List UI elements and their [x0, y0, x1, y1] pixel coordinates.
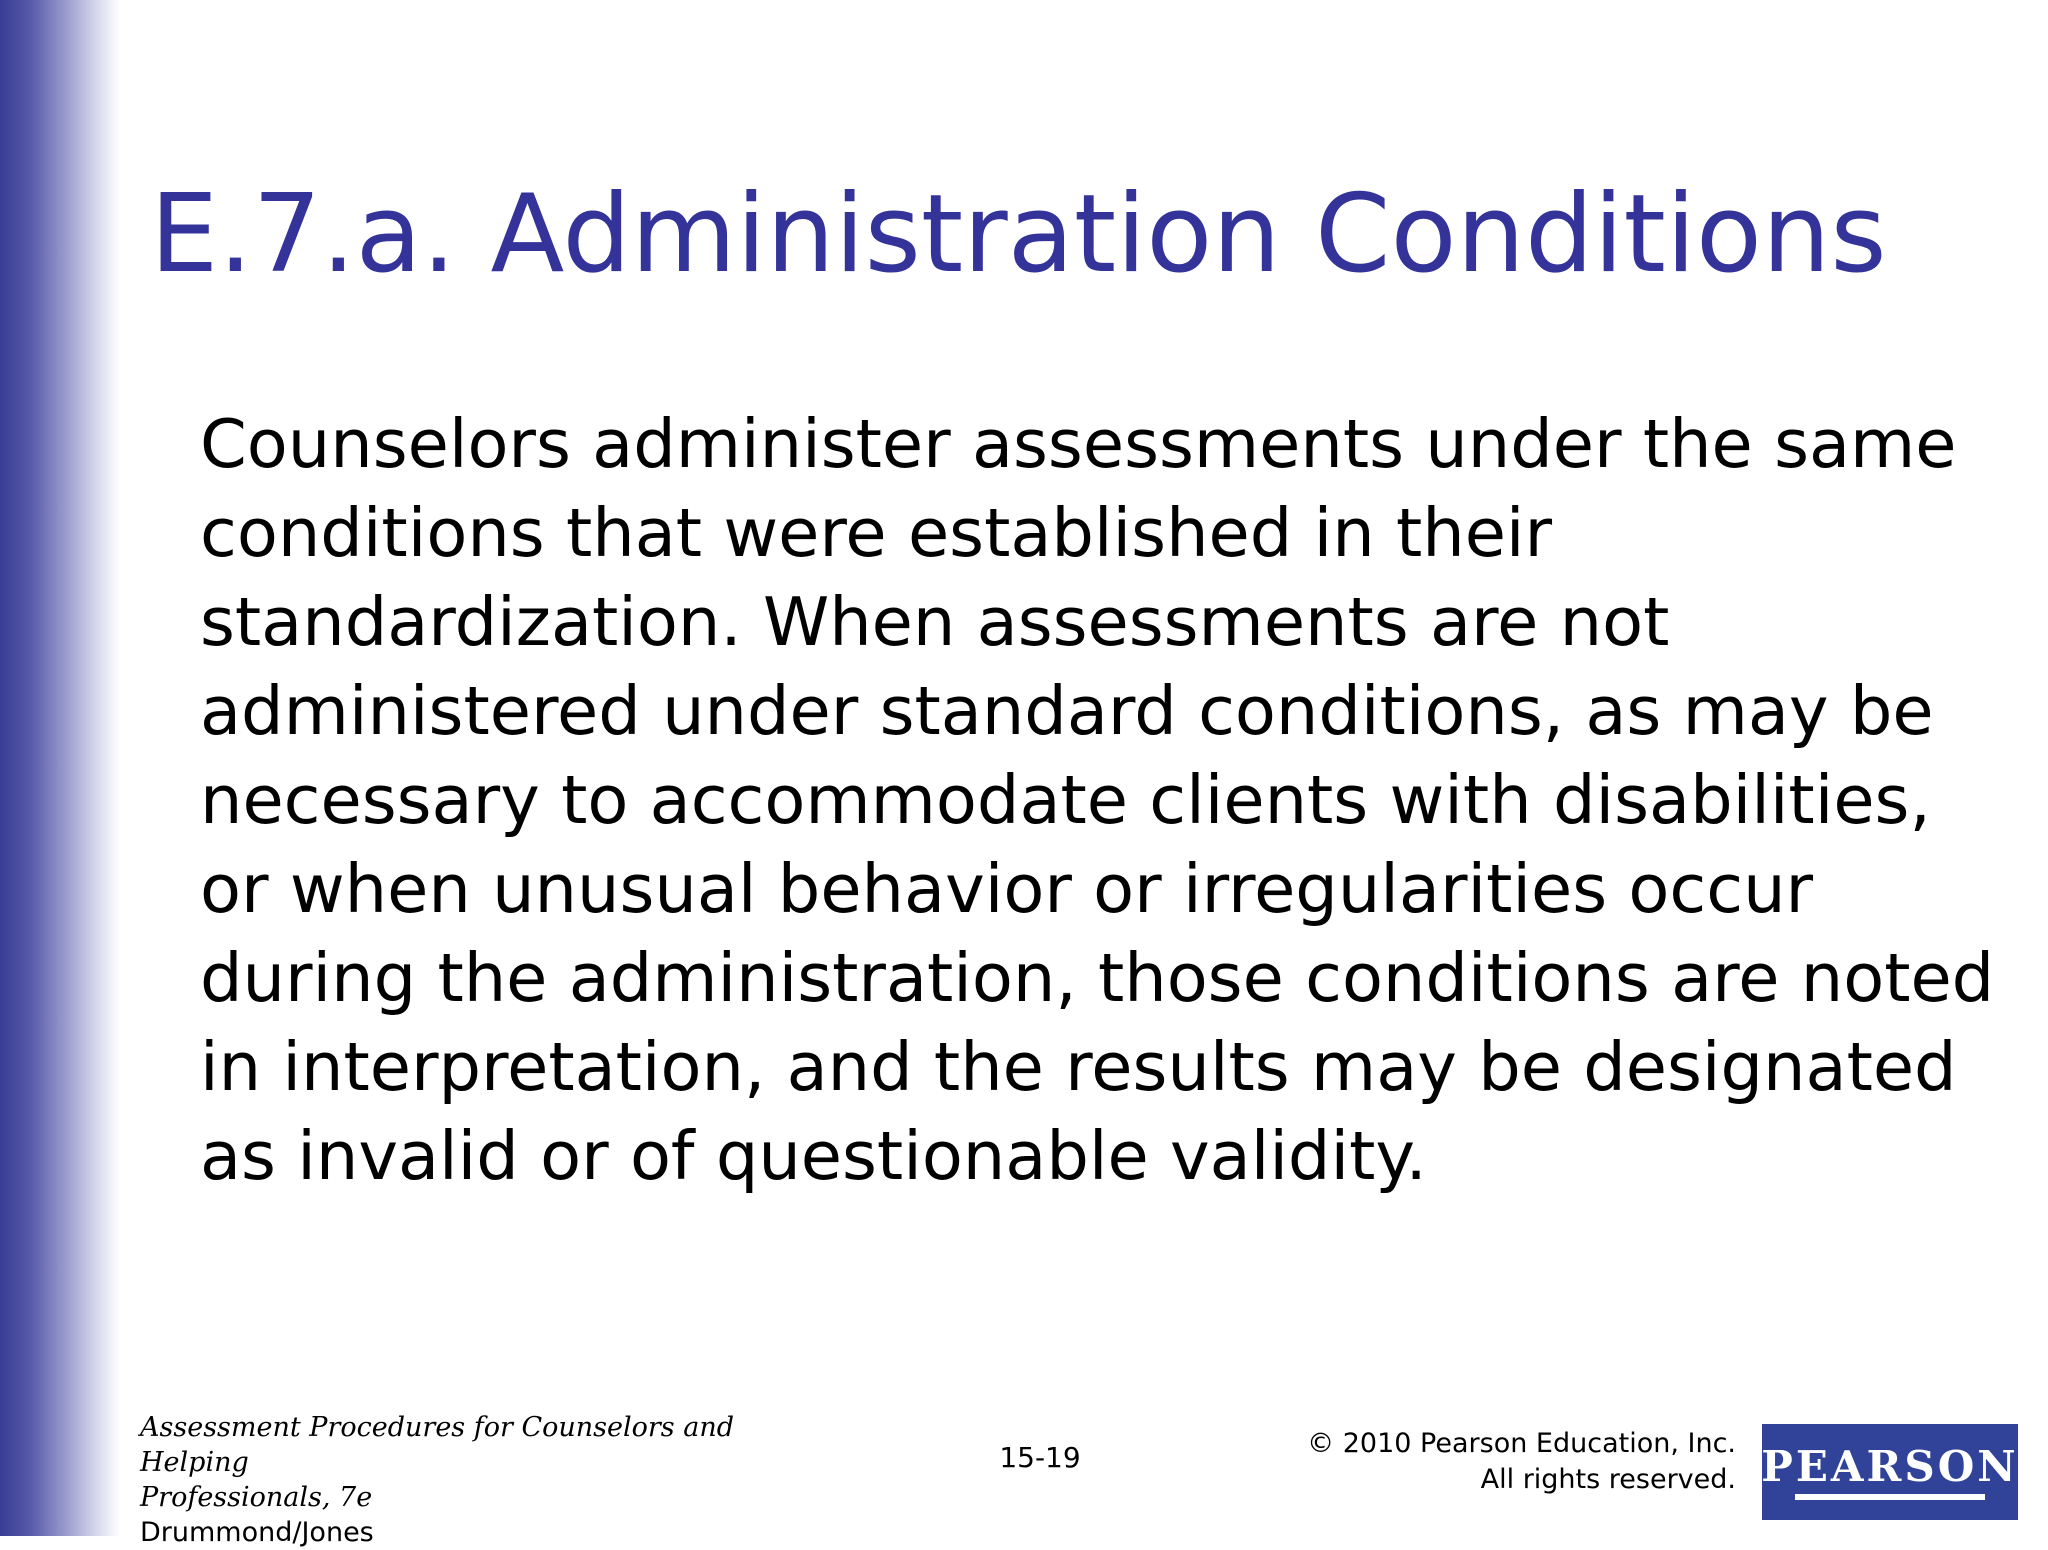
footer-book-citation [140, 1410, 780, 1550]
pearson-logo [1762, 1424, 2018, 1520]
copyright-notice [1307, 1426, 1736, 1498]
book-title-line-1: Assessment Procedures for Counselors and Helping [140, 1412, 734, 1478]
book-authors: Drummond/Jones [140, 1517, 374, 1548]
copyright-line-2: All rights reserved. [1480, 1464, 1736, 1495]
copyright-line-1: © 2010 Pearson Education, Inc. [1307, 1428, 1736, 1459]
slide-number: 15-19 [999, 1441, 1081, 1474]
left-gradient-bar [0, 0, 120, 1536]
slide-title: E.7.a. Administration Conditions [150, 172, 1887, 297]
book-title-line-2: Professionals, 7e [140, 1482, 373, 1513]
slide-body-text: Counselors administer assessments under the same conditions that were established in their standardization. When assessments are not administered under standard conditions, as may be necessary to accommodate clients with disabilities, or when unusual behavior or irregularities occur during the administration, those conditions are noted in interpretation, and the results may be designated as invalid or of questionable validity. [200, 405, 1995, 1195]
logo-underline-icon [1795, 1494, 1985, 1500]
pearson-logo-text: PEARSON [1761, 1442, 2019, 1491]
